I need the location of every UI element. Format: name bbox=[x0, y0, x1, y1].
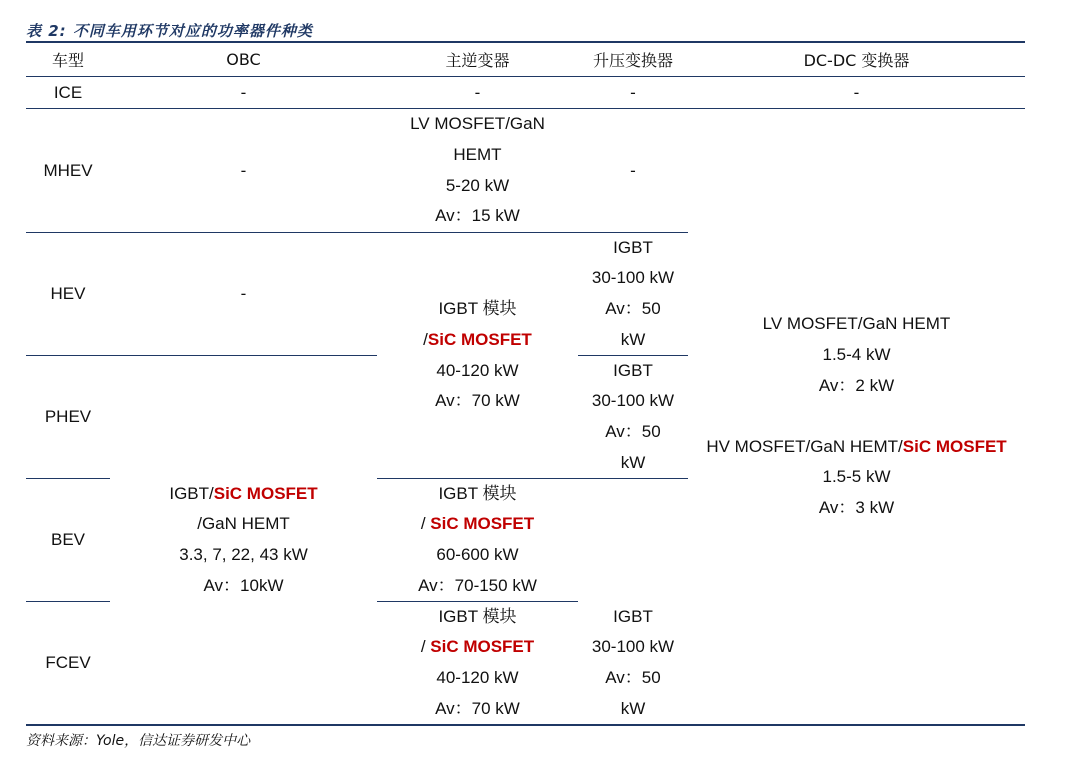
bottom-rule bbox=[26, 724, 1025, 726]
hev-boost-unit: kW bbox=[620, 329, 646, 349]
fcev-inverter-sic-mosfet: SiC MOSFET bbox=[430, 637, 535, 657]
hev-boost-range: 30-100 kW bbox=[591, 268, 675, 288]
fcev-boost-cell bbox=[578, 602, 688, 724]
ice-dcdc-dash: - bbox=[853, 82, 860, 102]
mhev-boost-dash: - bbox=[630, 160, 636, 180]
dcdc-lv-device: LV MOSFET/GaN HEMT bbox=[762, 314, 951, 334]
hev-phev-inverter-device: IGBT 模块 bbox=[438, 299, 517, 319]
table-title: 表 2: 不同车用环节对应的功率器件种类 bbox=[26, 22, 313, 40]
vehicle-fcev: FCEV bbox=[45, 653, 91, 672]
fcev-boost-range: 30-100 kW bbox=[591, 637, 675, 657]
vehicle-phev: PHEV bbox=[44, 407, 92, 426]
vehicle-hev: HEV bbox=[50, 284, 86, 303]
phev-boost-device: IGBT bbox=[613, 360, 653, 380]
mhev-obc-dash: - bbox=[240, 160, 247, 180]
fcev-boost-unit: kW bbox=[620, 698, 646, 718]
header-dcdc-converter: DC-DC 变换器 bbox=[803, 50, 910, 70]
fcev-inverter-range: 40-120 kW bbox=[436, 668, 519, 687]
ice-obc-dash: - bbox=[240, 82, 247, 102]
hev-boost-device: IGBT bbox=[613, 237, 653, 257]
mhev-inverter-cell bbox=[377, 109, 578, 232]
mhev-inverter-range: 5-20 kW bbox=[445, 175, 510, 195]
fcev-boost-average: Av：50 bbox=[605, 668, 661, 687]
bev-inverter-device: IGBT 模块 bbox=[438, 483, 517, 503]
dcdc-hv-prefix: HV MOSFET/GaN HEMT/ bbox=[706, 436, 903, 456]
mhev-inverter-line-2: HEMT bbox=[453, 144, 502, 164]
bev-fcev-obc-sic-mosfet: SiC MOSFET bbox=[213, 483, 318, 503]
source-note: 资料来源：Yole，信达证券研发中心 bbox=[26, 733, 251, 749]
hev-phev-inverter-sic-prefix: / bbox=[423, 329, 428, 349]
fcev-boost-device: IGBT bbox=[613, 606, 653, 626]
bev-inverter-sic-mosfet: SiC MOSFET bbox=[430, 514, 535, 534]
dcdc-hv-average: Av：3 kW bbox=[818, 497, 895, 517]
hev-phev-inverter-sic bbox=[423, 325, 532, 356]
hev-boost-cell bbox=[578, 233, 688, 355]
bev-inverter-cell bbox=[377, 479, 578, 601]
phev-boost-unit: kW bbox=[620, 452, 646, 472]
vehicle-mhev: MHEV bbox=[43, 160, 93, 180]
hev-phev-inverter-cell bbox=[377, 233, 578, 478]
bev-inverter-range: 60-600 kW bbox=[436, 545, 519, 564]
bev-fcev-obc-gan: /GaN HEMT bbox=[197, 514, 290, 534]
dcdc-hv-device bbox=[706, 432, 1006, 463]
bev-fcev-obc-range: 3.3, 7, 22, 43 kW bbox=[179, 545, 308, 564]
phev-boost-cell bbox=[578, 356, 688, 478]
fcev-inverter-cell bbox=[377, 602, 578, 724]
vehicle-ice: ICE bbox=[53, 82, 83, 102]
dcdc-spacer bbox=[854, 401, 859, 432]
fcev-inverter-device: IGBT 模块 bbox=[438, 606, 517, 626]
hev-obc-dash: - bbox=[240, 284, 247, 303]
dcdc-lv-average: Av：2 kW bbox=[818, 375, 895, 395]
fcev-inverter-sic bbox=[421, 632, 534, 663]
phev-boost-range: 30-100 kW bbox=[591, 391, 675, 411]
hev-phev-inverter-average: Av：70 kW bbox=[435, 391, 520, 411]
ice-boost-dash: - bbox=[630, 82, 636, 102]
fcev-inverter-average: Av：70 kW bbox=[435, 698, 520, 718]
bev-inverter-average: Av：70-150 kW bbox=[418, 575, 537, 595]
fcev-inverter-sic-prefix: / bbox=[420, 637, 431, 657]
dcdc-hv-sic-mosfet: SiC MOSFET bbox=[902, 436, 1007, 456]
bev-fcev-obc-igbt-prefix: IGBT/ bbox=[169, 483, 214, 503]
hev-phev-inverter-range: 40-120 kW bbox=[436, 360, 519, 380]
bev-inverter-sic-prefix: / bbox=[420, 514, 431, 534]
bev-fcev-obc-average: Av：10kW bbox=[203, 575, 284, 595]
phev-boost-average: Av：50 bbox=[605, 422, 661, 441]
vehicle-bev: BEV bbox=[50, 530, 86, 549]
dcdc-hv-range: 1.5-5 kW bbox=[822, 467, 891, 487]
dcdc-cell bbox=[688, 109, 1025, 724]
ice-inverter-dash: - bbox=[474, 82, 481, 102]
dcdc-lv-range: 1.5-4 kW bbox=[822, 345, 891, 365]
header-boost-converter: 升压变换器 bbox=[592, 50, 673, 70]
bev-fcev-obc-cell bbox=[110, 356, 377, 724]
bev-inverter-sic bbox=[421, 509, 534, 540]
header-obc: OBC bbox=[226, 49, 261, 69]
mhev-inverter-line-1: LV MOSFET/GaN bbox=[410, 114, 545, 134]
header-vehicle-type: 车型 bbox=[51, 50, 84, 70]
hev-phev-inverter-sic-mosfet: SiC MOSFET bbox=[427, 329, 532, 349]
hev-boost-average: Av：50 bbox=[605, 299, 661, 318]
header-main-inverter: 主逆变器 bbox=[445, 50, 510, 70]
bev-fcev-obc-device bbox=[169, 479, 317, 510]
mhev-inverter-average: Av：15 kW bbox=[435, 206, 520, 226]
